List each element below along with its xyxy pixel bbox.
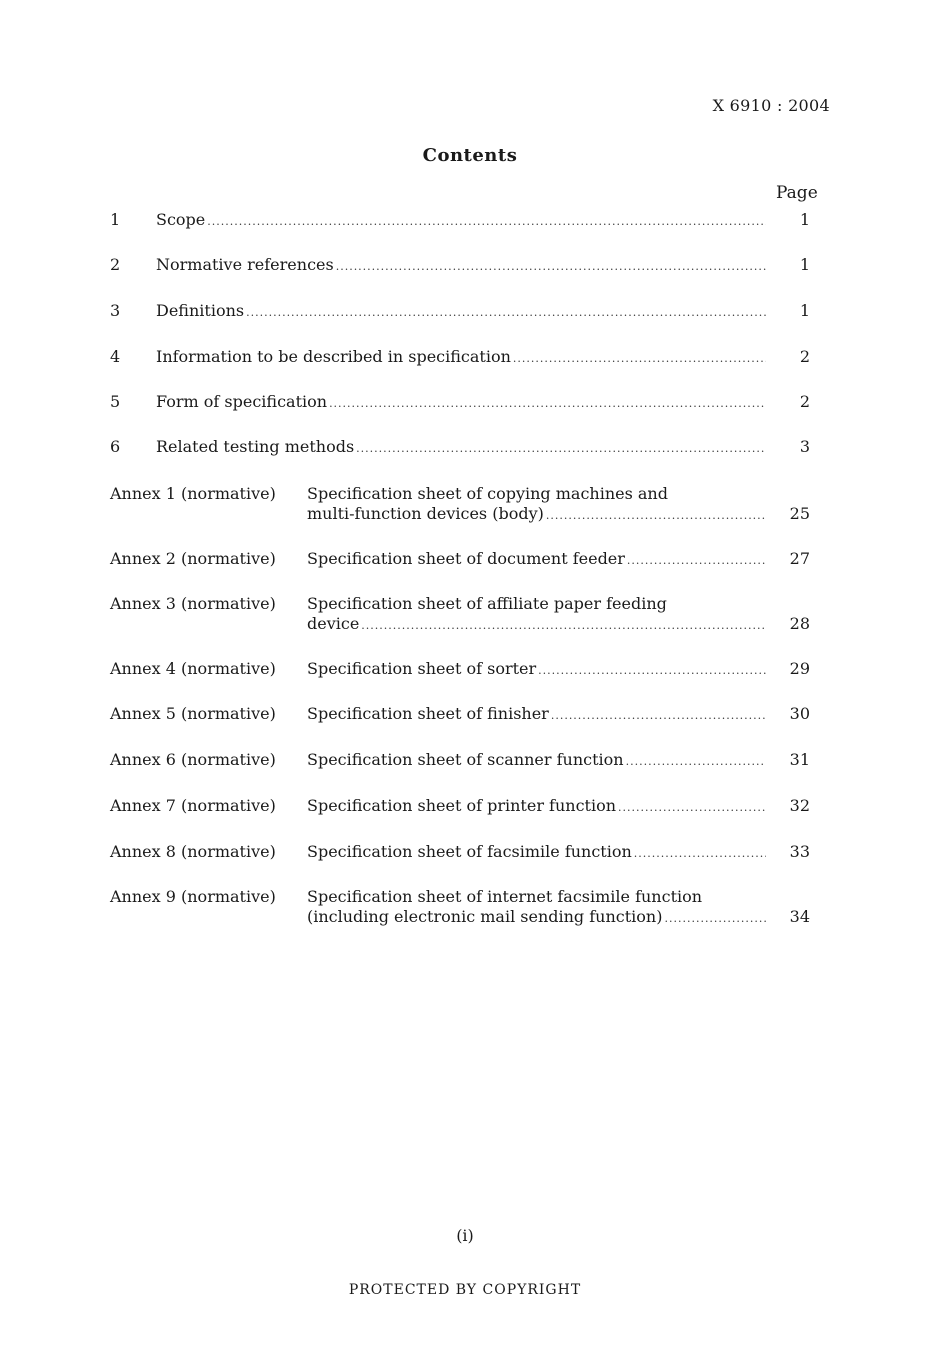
section-number: 5 <box>110 392 121 411</box>
annex-label: Annex 9 (normative) <box>110 887 276 906</box>
leader-dots <box>546 509 766 522</box>
annex-title: Specification sheet of document feeder <box>307 549 625 568</box>
toc-entry-annex-6[interactable] <box>110 750 810 774</box>
leader-dots <box>634 847 766 860</box>
leader-dots <box>627 554 766 567</box>
toc-entry-related-testing-methods[interactable] <box>110 437 810 461</box>
annex-label: Annex 3 (normative) <box>110 594 276 613</box>
leader-dots <box>538 664 766 677</box>
toc-entry-annex-5[interactable] <box>110 704 810 728</box>
leader-dots <box>618 801 766 814</box>
toc-entry-annex-2[interactable] <box>110 549 810 573</box>
page-number: 25 <box>789 504 810 523</box>
toc-entry-normative-references[interactable] <box>110 255 810 279</box>
toc-entry-form-of-specification[interactable] <box>110 392 810 416</box>
page-number: 33 <box>789 842 810 861</box>
annex-title: Specification sheet of facsimile function <box>307 842 632 861</box>
annex-title-line-1: Specification sheet of copying machines and <box>307 484 668 503</box>
page-number: 27 <box>789 549 810 568</box>
annex-title: Specification sheet of scanner function <box>307 750 624 769</box>
annex-title: Specification sheet of sorter <box>307 659 537 678</box>
leader-dots <box>551 709 766 722</box>
annex-label: Annex 8 (normative) <box>110 842 276 861</box>
doc-id: X 6910 : 2004 <box>712 96 830 115</box>
leader-dots <box>336 260 766 273</box>
annex-title: Specification sheet of printer function <box>307 796 617 815</box>
toc-entry-annex-4[interactable] <box>110 659 810 683</box>
leader-dots <box>361 619 766 632</box>
annex-label: Annex 5 (normative) <box>110 704 276 723</box>
page-number: 30 <box>789 704 810 723</box>
annex-title-line-1: Specification sheet of internet facsimile function <box>307 887 703 906</box>
leader-dots <box>246 306 766 319</box>
annex-title-line-1: Specification sheet of affiliate paper feeding <box>307 594 667 613</box>
page-number: 1 <box>799 301 810 320</box>
toc-entry-annex-9[interactable] <box>110 887 810 931</box>
annex-title-line-2: multi-function devices (body) <box>307 504 544 523</box>
leader-dots <box>513 352 766 365</box>
leader-dots <box>356 442 766 455</box>
page-number: 32 <box>789 796 810 815</box>
toc-entry-annex-7[interactable] <box>110 796 810 820</box>
page-number: 34 <box>789 907 810 926</box>
page-number: 3 <box>799 437 810 456</box>
toc-entry-annex-3[interactable] <box>110 594 810 638</box>
leader-dots <box>329 397 766 410</box>
leader-dots <box>664 912 766 925</box>
section-title: Information to be described in specification <box>156 347 511 366</box>
toc-entry-information[interactable] <box>110 347 810 371</box>
section-number: 2 <box>110 255 121 274</box>
page-number: 31 <box>789 750 810 769</box>
toc-entry-annex-1[interactable] <box>110 484 810 528</box>
page-title: Contents <box>422 145 518 166</box>
section-number: 4 <box>110 347 121 366</box>
annex-title-line-2: (including electronic mail sending function) <box>307 907 663 926</box>
page-number: 28 <box>789 614 810 633</box>
footer-page-number: (i) <box>456 1226 474 1245</box>
annex-title-line-2: device <box>307 614 360 633</box>
page-number: 29 <box>789 659 810 678</box>
copyright-notice: PROTECTED BY COPYRIGHT <box>348 1282 582 1298</box>
section-number: 6 <box>110 437 121 456</box>
page-number: 1 <box>799 255 810 274</box>
section-title: Related testing methods <box>156 437 355 456</box>
annex-title: Specification sheet of finisher <box>307 704 549 723</box>
page-number: 1 <box>799 210 810 229</box>
toc-entry-annex-8[interactable] <box>110 842 810 866</box>
section-title: Definitions <box>156 301 245 320</box>
annex-label: Annex 1 (normative) <box>110 484 276 503</box>
annex-label: Annex 7 (normative) <box>110 796 276 815</box>
page-number: 2 <box>799 392 810 411</box>
annex-label: Annex 6 (normative) <box>110 750 276 769</box>
page-number: 2 <box>799 347 810 366</box>
section-title: Form of specification <box>156 392 328 411</box>
annex-label: Annex 2 (normative) <box>110 549 276 568</box>
section-title: Normative references <box>156 255 334 274</box>
annex-label: Annex 4 (normative) <box>110 659 276 678</box>
page-column-header: Page <box>776 183 818 203</box>
leader-dots <box>626 755 766 768</box>
section-number: 1 <box>110 210 121 229</box>
toc-entry-definitions[interactable] <box>110 301 810 325</box>
toc-entry-scope[interactable] <box>110 210 810 234</box>
leader-dots <box>207 215 766 228</box>
section-title: Scope <box>156 210 206 229</box>
section-number: 3 <box>110 301 121 320</box>
